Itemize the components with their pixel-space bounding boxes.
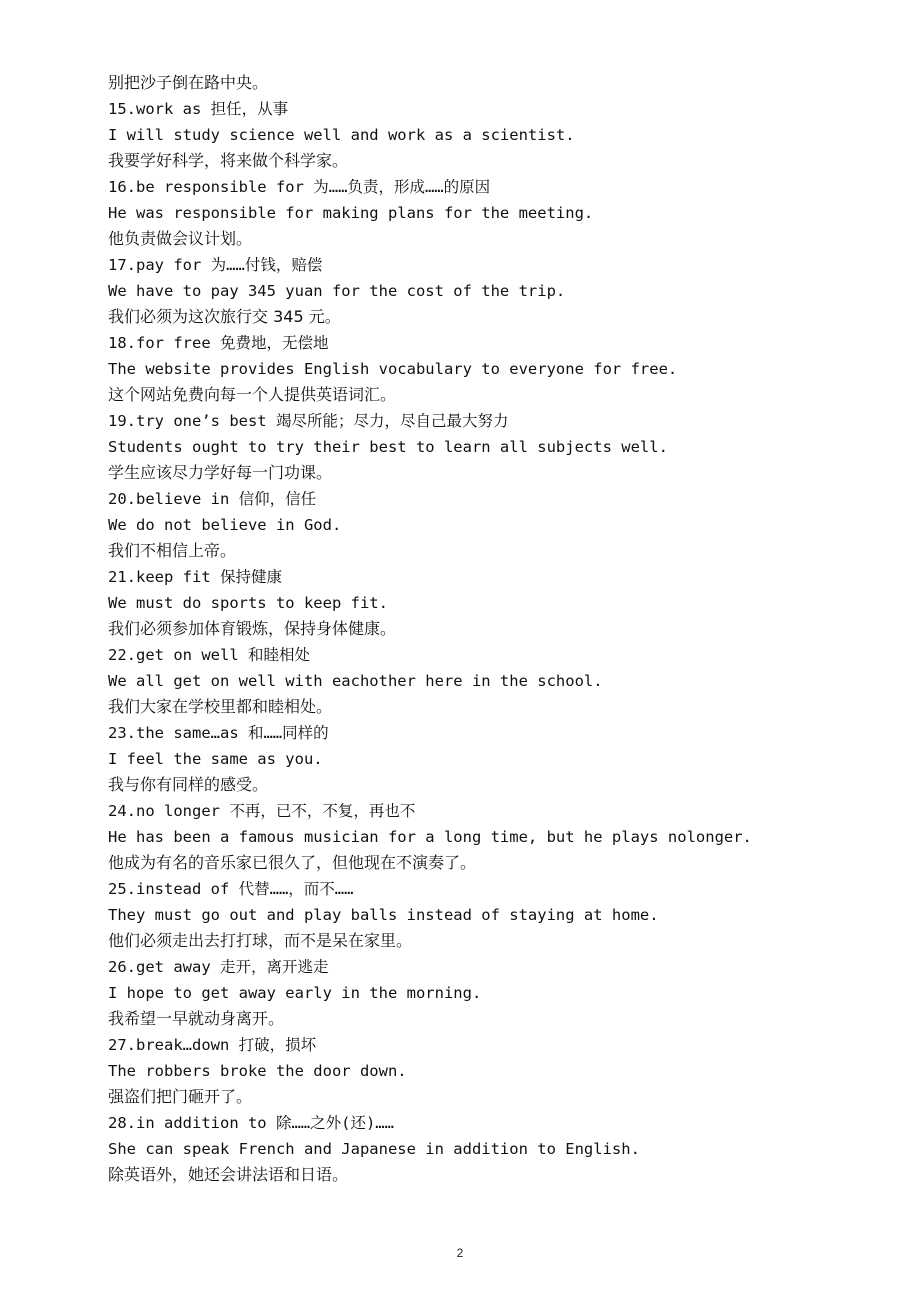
english-example: We have to pay 345 yuan for the cost of the trip. — [108, 282, 566, 300]
chinese-translation: 强盗们把门砸开了。 — [108, 1087, 253, 1106]
phrase-heading: 25.instead of 代替……，而不…… — [108, 880, 354, 898]
english-example: We all get on well with eachother here in the school. — [108, 672, 603, 690]
english-example: I will study science well and work as a scientist. — [108, 126, 575, 144]
english-example: The robbers broke the door down. — [108, 1062, 407, 1080]
phrase-heading: 21.keep fit 保持健康 — [108, 568, 282, 586]
chinese-translation: 别把沙子倒在路中央。 — [108, 73, 269, 92]
phrase-heading: 24.no longer 不再，已不，不复，再也不 — [108, 802, 416, 820]
phrase-heading: 23.the same…as 和……同样的 — [108, 724, 329, 742]
english-example: The website provides English vocabulary to everyone for free. — [108, 360, 678, 378]
english-example: We do not believe in God. — [108, 516, 342, 534]
chinese-translation: 我要学好科学，将来做个科学家。 — [108, 151, 349, 170]
phrase-heading: 20.believe in 信仰，信任 — [108, 490, 317, 508]
chinese-translation: 他负责做会议计划。 — [108, 229, 253, 248]
english-example: Students ought to try their best to learn all subjects well. — [108, 438, 668, 456]
document-body — [108, 70, 888, 1188]
phrase-heading: 18.for free 免费地，无偿地 — [108, 334, 329, 352]
english-example: They must go out and play balls instead of staying at home. — [108, 906, 659, 924]
chinese-translation: 这个网站免费向每一个人提供英语词汇。 — [108, 385, 397, 404]
phrase-heading: 19.try one’s best 竭尽所能；尽力，尽自己最大努力 — [108, 412, 509, 430]
chinese-translation: 学生应该尽力学好每一门功课。 — [108, 463, 333, 482]
page-number: 2 — [456, 1246, 464, 1260]
chinese-translation: 他们必须走出去打打球，而不是呆在家里。 — [108, 931, 413, 950]
phrase-heading: 28.in addition to 除……之外(还)…… — [108, 1114, 394, 1132]
chinese-translation: 我们必须参加体育锻炼，保持身体健康。 — [108, 619, 397, 638]
chinese-translation: 我们大家在学校里都和睦相处。 — [108, 697, 333, 716]
phrase-heading: 17.pay for 为……付钱，赔偿 — [108, 256, 323, 274]
english-example: We must do sports to keep fit. — [108, 594, 388, 612]
chinese-translation: 除英语外，她还会讲法语和日语。 — [108, 1165, 349, 1184]
chinese-translation: 我们不相信上帝。 — [108, 541, 237, 560]
chinese-translation: 我与你有同样的感受。 — [108, 775, 269, 794]
chinese-translation: 我们必须为这次旅行交 345 元。 — [108, 307, 341, 326]
phrase-heading: 16.be responsible for 为……负责，形成……的原因 — [108, 178, 491, 196]
phrase-heading: 22.get on well 和睦相处 — [108, 646, 310, 664]
phrase-heading: 27.break…down 打破，损坏 — [108, 1036, 317, 1054]
english-example: I hope to get away early in the morning. — [108, 984, 482, 1002]
english-example: I feel the same as you. — [108, 750, 323, 768]
english-example: He was responsible for making plans for the meeting. — [108, 204, 594, 222]
phrase-heading: 15.work as 担任，从事 — [108, 100, 289, 118]
english-example: She can speak French and Japanese in addition to English. — [108, 1140, 640, 1158]
chinese-translation: 我希望一早就动身离开。 — [108, 1009, 285, 1028]
phrase-heading: 26.get away 走开，离开逃走 — [108, 958, 329, 976]
chinese-translation: 他成为有名的音乐家已很久了，但他现在不演奏了。 — [108, 853, 477, 872]
english-example: He has been a famous musician for a long time, but he plays nolonger. — [108, 828, 752, 846]
